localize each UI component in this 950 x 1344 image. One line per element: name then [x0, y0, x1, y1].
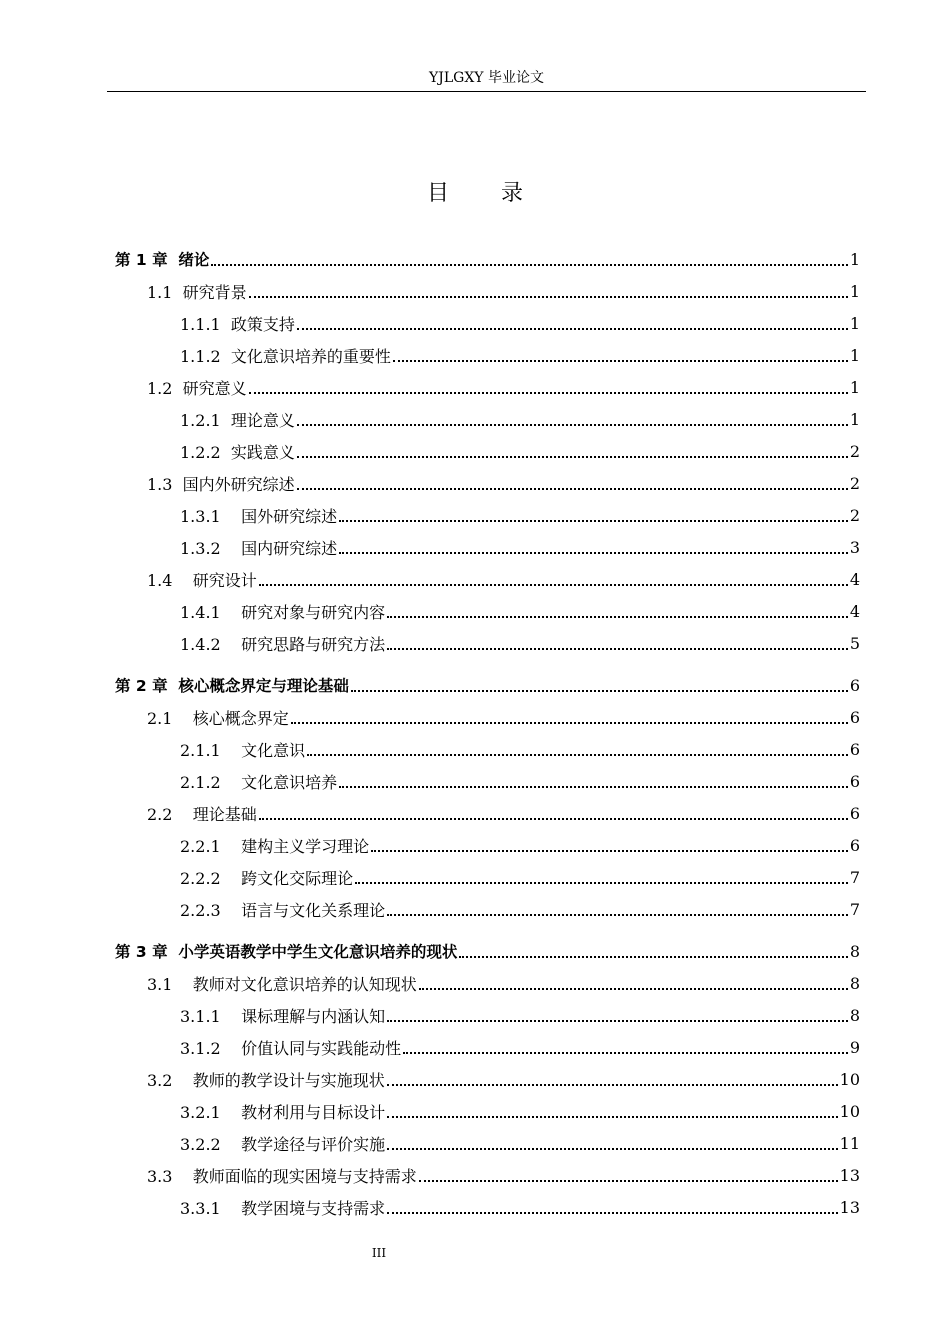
toc-page-number: 6: [849, 771, 860, 791]
toc-entry-label: [115, 940, 457, 962]
toc-entry-text: 建构主义学习理论: [241, 836, 370, 856]
toc-entry-number: 1.4.2: [180, 634, 221, 654]
toc-entry-separator: [221, 741, 241, 760]
toc-entry-text: 研究对象与研究内容: [241, 602, 386, 622]
toc-chapter-entry[interactable]: [115, 935, 860, 967]
toc-dot-leader: [297, 424, 848, 426]
toc-entry-label: [180, 504, 337, 527]
toc-entry-number: 1.2.2: [180, 442, 221, 462]
toc-entry-text: 教师对文化意识培养的认知现状: [192, 974, 417, 994]
toc-dot-leader: [307, 754, 848, 756]
toc-subsection-entry[interactable]: [180, 999, 860, 1031]
toc-entry-text: 研究思路与研究方法: [241, 634, 386, 654]
toc-entry-text: 教学困境与支持需求: [241, 1198, 386, 1218]
toc-entry-number: 2.2.1: [180, 836, 221, 856]
header-rule: [107, 91, 866, 92]
toc-dot-leader: [355, 882, 848, 884]
toc-entry-label: [115, 248, 209, 270]
toc-section-entry[interactable]: [147, 371, 860, 403]
toc-subsection-entry[interactable]: [180, 307, 860, 339]
toc-page-number: 6: [849, 675, 860, 695]
toc-entry-label: [180, 312, 295, 335]
toc-dot-leader: [403, 1052, 848, 1054]
toc-entry-text: 国内外研究综述: [182, 474, 295, 494]
toc-dot-leader: [387, 648, 848, 650]
toc-entry-text: 教学途径与评价实施: [241, 1134, 386, 1154]
toc-page-number: 2: [849, 441, 860, 461]
toc-dot-leader: [297, 488, 848, 490]
toc-dot-leader: [259, 584, 848, 586]
toc-entry-number: 2.2.2: [180, 868, 221, 888]
toc-entry-text: 研究意义: [182, 378, 247, 398]
toc-entry-number: 2.1: [147, 708, 173, 728]
toc-dot-leader: [211, 264, 847, 266]
toc-page-number: 10: [839, 1101, 860, 1121]
toc-page-number: 13: [839, 1197, 860, 1217]
toc-page-number: 1: [849, 377, 860, 397]
toc-entry-label: [180, 344, 391, 367]
toc-entry-label: [115, 674, 349, 696]
toc-title-right: 录: [501, 181, 524, 206]
toc-entry-number: 3.3: [147, 1166, 173, 1186]
toc-entry-text: 理论基础: [192, 804, 257, 824]
toc-entry-separator: [172, 805, 192, 824]
toc-page-number: 11: [839, 1133, 860, 1153]
toc-entry-label: [180, 1132, 385, 1155]
toc-entry-separator: [221, 1103, 241, 1122]
toc-entry-number: 3.1.2: [180, 1038, 221, 1058]
toc-entry-label: [180, 1036, 401, 1059]
toc-entry-text: 文化意识培养的重要性: [230, 346, 391, 366]
toc-entry-label: [147, 280, 247, 303]
toc-dot-leader: [387, 1020, 848, 1022]
toc-page-number: 9: [849, 1037, 860, 1057]
toc-entry-text: 语言与文化关系理论: [241, 900, 386, 920]
toc-page-number: 6: [849, 707, 860, 727]
toc-entry-separator: [221, 539, 241, 558]
toc-entry-number: 1.2: [147, 378, 173, 398]
toc-entry-label: [180, 632, 385, 655]
toc-entry-number: 1.3: [147, 474, 173, 494]
toc-subsection-entry[interactable]: [180, 531, 860, 563]
toc-subsection-entry[interactable]: [180, 339, 860, 371]
toc-entry-label: [180, 1004, 385, 1027]
toc-dot-leader: [387, 1212, 838, 1214]
toc-subsection-entry[interactable]: [180, 765, 860, 797]
toc-entry-number: 第 2 章: [115, 677, 168, 695]
toc-dot-leader: [291, 722, 848, 724]
toc-entry-text: 核心概念界定: [192, 708, 289, 728]
toc-subsection-entry[interactable]: [180, 1031, 860, 1063]
toc-entry-separator: [172, 475, 182, 494]
toc-subsection-entry[interactable]: [180, 499, 860, 531]
toc-subsection-entry[interactable]: [180, 733, 860, 765]
toc-subsection-entry[interactable]: [180, 595, 860, 627]
toc-section-entry[interactable]: [147, 797, 860, 829]
toc-entry-separator: [168, 677, 179, 695]
toc-entry-separator: [221, 1039, 241, 1058]
toc-entry-number: 2.2: [147, 804, 173, 824]
toc-entry-text: 绪论: [178, 251, 210, 269]
toc-dot-leader: [351, 690, 848, 692]
toc-entry-label: [180, 1196, 385, 1219]
toc-section-entry[interactable]: [147, 701, 860, 733]
toc-entry-separator: [221, 1135, 241, 1154]
toc-entry-label: [147, 972, 417, 995]
toc-subsection-entry[interactable]: [180, 403, 860, 435]
toc-dot-leader: [387, 914, 848, 916]
toc-entry-number: 第 1 章: [115, 251, 168, 269]
toc-entry-number: 1.1: [147, 282, 173, 302]
toc-entry-text: 核心概念界定与理论基础: [178, 677, 349, 695]
toc-entry-label: [180, 770, 337, 793]
toc-entry-separator: [221, 1007, 241, 1026]
toc-page-number: 8: [849, 1005, 860, 1025]
toc-entry-separator: [168, 251, 179, 269]
toc-dot-leader: [339, 552, 848, 554]
toc-page-number: 1: [849, 345, 860, 365]
toc-entry-separator: [221, 837, 241, 856]
toc-entry-separator: [172, 571, 192, 590]
toc-entry-number: 2.2.3: [180, 900, 221, 920]
toc-entry-label: [180, 738, 305, 761]
toc-entry-number: 2.1.2: [180, 772, 221, 792]
toc-entry-label: [180, 834, 369, 857]
toc-title-left: 目: [426, 181, 449, 206]
toc-chapter-entry[interactable]: [115, 243, 860, 275]
toc-page-number: 6: [849, 835, 860, 855]
toc-page-number: 7: [849, 899, 860, 919]
toc-page-number: 2: [849, 473, 860, 493]
toc-section-entry[interactable]: [147, 275, 860, 307]
toc-entry-number: 1.2.1: [180, 410, 221, 430]
toc-section-entry[interactable]: [147, 563, 860, 595]
toc-entry-text: 国外研究综述: [241, 506, 338, 526]
toc-entry-text: 教材利用与目标设计: [241, 1102, 386, 1122]
toc-dot-leader: [371, 850, 848, 852]
running-header: YJLGXY 毕业论文: [429, 70, 544, 86]
toc-entry-number: 第 3 章: [115, 943, 168, 961]
toc-section-entry[interactable]: [147, 1159, 860, 1191]
toc-subsection-entry[interactable]: [180, 435, 860, 467]
toc-entry-separator: [172, 379, 182, 398]
toc-dot-leader: [419, 1180, 838, 1182]
toc-entry-separator: [221, 869, 241, 888]
toc-section-entry[interactable]: [147, 967, 860, 999]
toc-entry-text: 小学英语教学中学生文化意识培养的现状: [178, 943, 458, 961]
toc-entry-separator: [172, 709, 192, 728]
toc-entry-number: 3.3.1: [180, 1198, 221, 1218]
toc-entry-number: 1.1.1: [180, 314, 221, 334]
toc-dot-leader: [387, 616, 848, 618]
toc-subsection-entry[interactable]: [180, 893, 860, 925]
page-number: III: [371, 1246, 387, 1260]
toc-page-number: 8: [849, 973, 860, 993]
toc-page-number: 5: [849, 633, 860, 653]
toc-entry-number: 3.2.2: [180, 1134, 221, 1154]
toc-page-number: 1: [849, 281, 860, 301]
toc-page-number: 2: [849, 505, 860, 525]
toc-subsection-entry[interactable]: [180, 861, 860, 893]
toc-entry-text: 理论意义: [230, 410, 295, 430]
toc-entry-separator: [221, 315, 231, 334]
toc-entry-label: [147, 472, 295, 495]
toc-chapter-entry[interactable]: [115, 669, 860, 701]
table-of-contents: [0, 243, 950, 1223]
toc-entry-separator: [221, 603, 241, 622]
toc-subsection-entry[interactable]: [180, 1191, 860, 1223]
toc-entry-text: 研究设计: [192, 570, 257, 590]
toc-entry-label: [180, 440, 295, 463]
toc-entry-label: [147, 568, 257, 591]
toc-subsection-entry[interactable]: [180, 1095, 860, 1127]
toc-entry-label: [180, 898, 385, 921]
toc-entry-number: 3.1.1: [180, 1006, 221, 1026]
toc-title: [0, 178, 950, 210]
toc-subsection-entry[interactable]: [180, 829, 860, 861]
toc-entry-separator: [168, 943, 179, 961]
toc-entry-label: [180, 1100, 385, 1123]
toc-dot-leader: [459, 956, 847, 958]
toc-entry-label: [180, 536, 337, 559]
toc-entry-separator: [172, 283, 182, 302]
toc-entry-text: 课标理解与内涵认知: [241, 1006, 386, 1026]
toc-dot-leader: [249, 392, 848, 394]
toc-page-number: 8: [849, 941, 860, 961]
toc-entry-text: 教师的教学设计与实施现状: [192, 1070, 385, 1090]
toc-entry-text: 价值认同与实践能动性: [241, 1038, 402, 1058]
toc-entry-label: [180, 866, 353, 889]
toc-entry-number: 3.1: [147, 974, 173, 994]
toc-entry-separator: [221, 1199, 241, 1218]
toc-entry-text: 文化意识: [241, 740, 306, 760]
toc-entry-separator: [221, 347, 231, 366]
toc-page-number: 4: [849, 569, 860, 589]
toc-entry-number: 1.3.2: [180, 538, 221, 558]
toc-dot-leader: [387, 1116, 838, 1118]
toc-page-number: 1: [849, 249, 860, 269]
toc-section-entry[interactable]: [147, 1063, 860, 1095]
toc-dot-leader: [387, 1084, 838, 1086]
toc-entry-number: 3.2.1: [180, 1102, 221, 1122]
toc-dot-leader: [259, 818, 848, 820]
toc-entry-label: [180, 600, 385, 623]
toc-entry-separator: [221, 443, 231, 462]
toc-entry-label: [180, 408, 295, 431]
toc-entry-label: [147, 1068, 385, 1091]
toc-entry-text: 文化意识培养: [241, 772, 338, 792]
toc-entry-number: 1.1.2: [180, 346, 221, 366]
toc-entry-label: [147, 802, 257, 825]
toc-entry-label: [147, 706, 289, 729]
toc-entry-text: 研究背景: [182, 282, 247, 302]
toc-entry-separator: [221, 901, 241, 920]
toc-entry-label: [147, 376, 247, 399]
toc-dot-leader: [419, 988, 848, 990]
toc-entry-number: 1.4: [147, 570, 173, 590]
toc-entry-separator: [172, 1167, 192, 1186]
toc-page-number: 10: [839, 1069, 860, 1089]
toc-dot-leader: [393, 360, 848, 362]
toc-page-number: 1: [849, 409, 860, 429]
toc-dot-leader: [339, 786, 848, 788]
toc-section-entry[interactable]: [147, 467, 860, 499]
toc-entry-text: 实践意义: [230, 442, 295, 462]
toc-entry-text: 跨文化交际理论: [241, 868, 354, 888]
toc-page-number: 3: [849, 537, 860, 557]
toc-entry-text: 教师面临的现实困境与支持需求: [192, 1166, 417, 1186]
toc-page-number: 13: [839, 1165, 860, 1185]
toc-dot-leader: [297, 328, 848, 330]
toc-entry-text: 国内研究综述: [241, 538, 338, 558]
toc-entry-separator: [221, 507, 241, 526]
toc-entry-separator: [221, 635, 241, 654]
toc-entry-separator: [172, 975, 192, 994]
toc-dot-leader: [387, 1148, 838, 1150]
toc-entry-separator: [172, 1071, 192, 1090]
toc-entry-number: 1.4.1: [180, 602, 221, 622]
toc-entry-number: 3.2: [147, 1070, 173, 1090]
toc-entry-number: 1.3.1: [180, 506, 221, 526]
toc-dot-leader: [297, 456, 848, 458]
toc-page-number: 6: [849, 739, 860, 759]
toc-entry-separator: [221, 411, 231, 430]
toc-entry-separator: [221, 773, 241, 792]
toc-entry-label: [147, 1164, 417, 1187]
toc-page-number: 7: [849, 867, 860, 887]
toc-page-number: 6: [849, 803, 860, 823]
toc-dot-leader: [339, 520, 848, 522]
toc-subsection-entry[interactable]: [180, 627, 860, 659]
toc-dot-leader: [249, 296, 848, 298]
toc-subsection-entry[interactable]: [180, 1127, 860, 1159]
toc-entry-text: 政策支持: [230, 314, 295, 334]
toc-page-number: 1: [849, 313, 860, 333]
toc-page-number: 4: [849, 601, 860, 621]
toc-entry-number: 2.1.1: [180, 740, 221, 760]
